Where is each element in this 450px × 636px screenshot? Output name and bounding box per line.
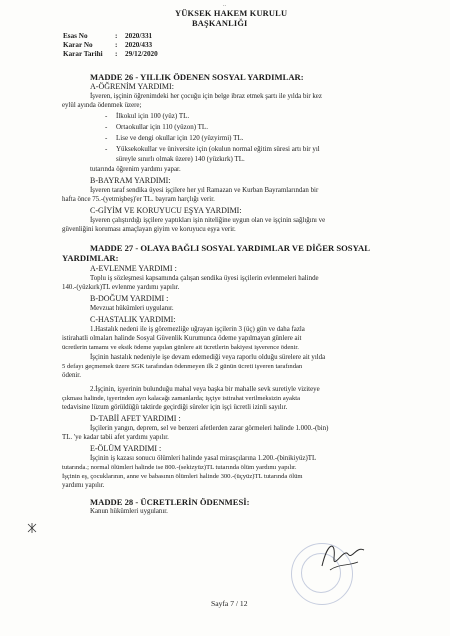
bullet-item: Lise ve dengi okullar için 120 (yüzyirmi) TL.: [116, 134, 244, 142]
header-subtitle: BAŞKANLIĞI: [192, 19, 248, 28]
madde-27-title-cont: YARDIMLAR:: [62, 253, 119, 263]
egitim-end: tutarında öğrenim yardımı yapar.: [90, 166, 181, 173]
afet-p1: İşçilerin yangın, deprem, sel ve benzeri afetlerden zarar görmeleri halinde 1.000.-(bin): [90, 425, 329, 432]
afet-title: D-TABİİ AFET YARDIMI :: [90, 414, 181, 423]
hastalik-2-l3: tedavisine lüzum görüldüğü taktirde geçirdiği süreler için işçi ücretli izinli sayılır.: [62, 404, 288, 411]
evlenme-title: A-EVLENME YARDIMI :: [90, 264, 177, 273]
madde-28-title: MADDE 28 - ÜCRETLERİN ÖDENMESİ:: [90, 497, 250, 507]
hastalik-1-l6: ödenir.: [62, 372, 81, 379]
page-number: Sayfa 7 / 12: [211, 599, 248, 608]
bayram-p1: İşveren taraf sendika üyesi işçilere her yıl Ramazan ve Kurban Bayramlarından bir: [90, 187, 319, 194]
meta-karar: Karar No : 2020/433: [63, 41, 153, 49]
bullet-item: Ortaokullar için 110 (yüzon) TL.: [116, 123, 208, 131]
evlenme-p1: Toplu iş sözleşmesi kapsamında çalışan sendika üyesi işçilerin evlenmeleri halinde: [90, 275, 319, 282]
hastalik-1-l3: ücretlerin tamamı ve eksik ödeme yapılan günlere ait ücretlerin bakiyesi işverence ödenir.: [62, 344, 299, 351]
egitim-p1: İşveren, işçinin öğrenimdeki her çocuğu için belge ibraz etmek şartı ile yılda bir kez: [90, 93, 322, 100]
bullet-dash: -: [105, 123, 108, 131]
egitim-title: A-ÖĞRENİM YARDIMI:: [90, 82, 174, 91]
bullet-item: süreyle sınırlı olmak üzere) 140 (yüzkırk) TL.: [116, 155, 245, 163]
hastalik-2-l1: 2.İşçinin, işyerinin bulunduğu mahal veya başka bir mahalle sevk suretiyle viziteye: [90, 386, 320, 393]
bullet-item: Yüksekokullar ve üniversite için (okulun normal eğitim süresi artı bir yıl: [116, 145, 320, 153]
olum-p3: İşçinin eş, çocuklarının, anne ve babasının ölümleri halinde 300.-(üçyüz)TL tutarında ölüm: [62, 473, 303, 480]
bullet-dash: -: [105, 134, 108, 142]
giyim-title: C-GİYİM VE KORUYUCU EŞYA YARDIMI:: [90, 206, 242, 215]
olum-p1: İşçinin iş kazası sonucu ölümleri halinde yasal mirasçılarına 1.200.-(binikiyüz)TL: [90, 455, 317, 462]
olum-title: E-ÖLÜM YARDIMI :: [90, 444, 162, 453]
giyim-p1: İşveren çalıştırdığı işçilere yaptıkları işin niteliğine uygun olan ve işçinin sağlığını ve: [90, 217, 326, 224]
dogum-title: B-DOĞUM YARDIMI :: [90, 294, 169, 303]
margin-mark: [26, 522, 38, 534]
olum-p2: tutarında.; normal ölümleri halinde ise 800.-(sekizyüz)TL tutarında ölüm yardımı yapılır.: [62, 464, 297, 471]
evlenme-p2: 140.-(yüzkırk)TL evlenme yardımı yapılır.: [62, 284, 180, 291]
hastalik-title: C-HASTALIK YARDIMI:: [90, 315, 176, 324]
hastalik-1-l2: istirahatli olmaları halinde Sosyal Güvenlik Kurumunca ödeme yapılmayan günlere ait: [62, 335, 302, 342]
bayram-title: B-BAYRAM YARDIMI:: [90, 176, 171, 185]
hastalik-1-l1: 1.Hastalık nedeni ile iş göremezliğe uğrayan işçilerin 3 (üç) gün ve daha fazla: [90, 326, 305, 333]
meta-tarih: Karar Tarihi : 29/12/2020: [63, 50, 158, 58]
meta-esas: Esas No : 2020/331: [63, 32, 153, 40]
madde-27-title: MADDE 27 - OLAYA BAĞLI SOSYAL YARDIMLAR VE DİĞER SOSYAL: [90, 243, 370, 253]
header-title: YÜKSEK HAKEM KURULU: [175, 9, 288, 18]
olum-p4: yardımı yapılır.: [62, 482, 105, 489]
hastalik-1-l4: İşçinin hastalık nedeniyle işe devam edemediği veya raporlu olduğu sürelere ait yılda: [90, 354, 326, 361]
header-mark: ..: [223, 2, 226, 8]
afet-p2: TL. 'ye kadar tabii afet yardımı yapılır.: [62, 434, 169, 441]
bullet-item: İlkokul için 100 (yüz) TL.: [116, 112, 190, 120]
egitim-p2: eylül ayında ödenmek üzere;: [62, 102, 142, 109]
hastalik-2-l2: çıkması halinde, işyerinden ayrı kalacağı zamanlarda; işçiye istirahat verilmeksizin ayakta: [62, 395, 301, 402]
dogum-p1: Mevzuat hükümleri uygulanır.: [90, 305, 174, 312]
hastalik-1-l5: 5 defayı geçmemek üzere SGK tarafından ödenmeyen ilk 2 günün ücreti işveren tarafından: [62, 363, 303, 370]
signature: [318, 536, 368, 576]
bullet-dash: -: [105, 112, 108, 120]
giyim-p2: güvenliğini koruması amaçlayan giyim ve koruyucu eşya verir.: [62, 226, 236, 233]
bullet-dash: -: [105, 145, 108, 153]
madde-28-p1: Kanun hükümleri uygulanır.: [90, 508, 168, 515]
madde-26-title: MADDE 26 - YILLIK ÖDENEN SOSYAL YARDIMLAR:: [90, 72, 304, 82]
bayram-p2: hafta önce 75.-(yetmişbeş)'er TL. bayram harçlığı verir.: [62, 196, 215, 203]
